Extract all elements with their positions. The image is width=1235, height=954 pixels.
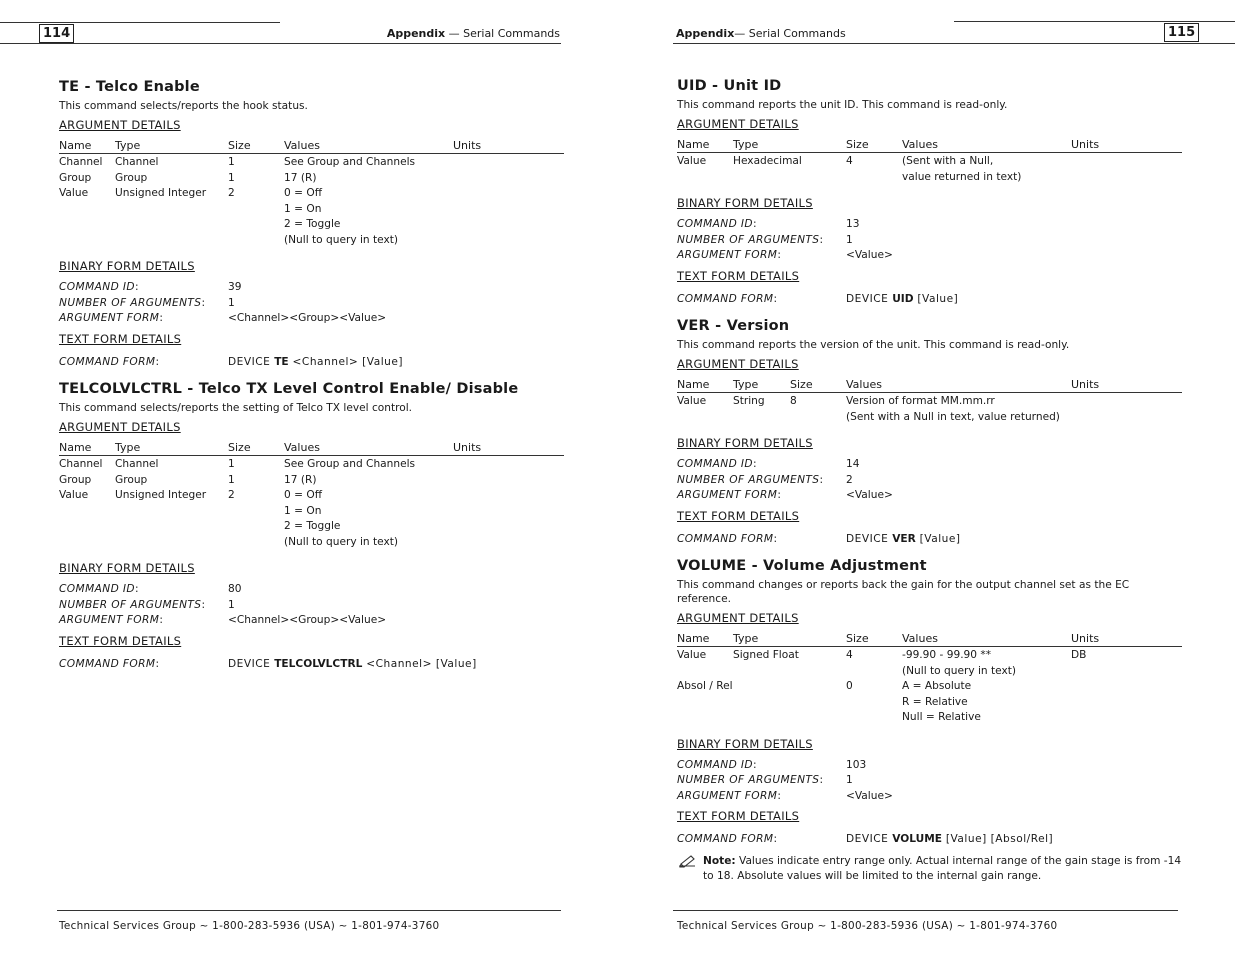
column-header: Units: [1071, 378, 1100, 391]
table-cell: Unsigned Integer: [115, 489, 207, 501]
binary-colon: :: [135, 281, 139, 293]
table-cell: Version of format MM.mm.rr: [846, 395, 995, 407]
footer-text: Technical Services Group ~ 1-800-283-5936 (USA) ~ 1-801-974-3760: [59, 920, 440, 932]
table-cell: 2 = Toggle: [284, 520, 341, 532]
command-form-label: COMMAND FORM: [677, 532, 774, 545]
binary-value: <Value>: [846, 789, 893, 802]
pencil-note-icon: [677, 854, 697, 873]
table-cell: 17 (R): [284, 473, 317, 486]
table-cell: 1: [228, 156, 235, 168]
table-cell: value returned in text): [902, 170, 1022, 183]
table-cell: (Sent with a Null in text, value returned): [846, 410, 1060, 423]
section-spacer: [59, 370, 564, 380]
table-cell: Channel: [115, 156, 159, 168]
table-row: [59, 504, 564, 520]
binary-detail: [677, 789, 1182, 805]
column-header: Size: [846, 138, 869, 151]
command-form: [59, 657, 564, 673]
table-row: [59, 473, 564, 489]
note-text: Values indicate entry range only. Actual internal range of the gain stage is from -14 to 18. Absolute values will be limited to the internal gain range.: [703, 854, 1182, 882]
column-header: Size: [790, 378, 813, 391]
column-header: Values: [284, 441, 320, 454]
table-cell: Absol / Rel: [677, 680, 733, 692]
binary-value: 80: [228, 583, 242, 595]
table-cell: 0 = Off: [284, 187, 322, 199]
binary-key-wrap: [59, 296, 205, 312]
table-row: [677, 695, 1182, 711]
binary-detail: [59, 296, 564, 312]
command-prefix: DEVICE: [228, 657, 271, 670]
table-row: [59, 457, 564, 473]
binary-colon: :: [753, 218, 757, 230]
command-form-colon: :: [773, 833, 778, 845]
binary-value: 1: [846, 774, 853, 786]
section-description: This command changes or reports back the gain for the output channel set as the EC reference.: [677, 579, 1130, 605]
binary-key: ARGUMENT FORM: [59, 614, 160, 626]
binary-value: 13: [846, 218, 860, 230]
binary-key: NUMBER OF ARGUMENTS: [59, 598, 202, 611]
binary-key: ARGUMENT FORM: [59, 312, 160, 324]
binary-detail: [59, 582, 564, 598]
text-form-heading: TEXT FORM DETAILS: [59, 633, 182, 648]
column-header: Type: [115, 441, 141, 454]
table-row: [677, 394, 1182, 410]
command-form-key: [677, 532, 777, 548]
header-section: Appendix: [676, 27, 735, 40]
binary-colon: :: [753, 458, 757, 470]
column-header: Units: [1071, 138, 1100, 151]
binary-colon: :: [201, 598, 206, 611]
command-form: [677, 292, 1182, 308]
page-number: 115: [1164, 23, 1199, 42]
column-header: Units: [453, 441, 482, 454]
binary-value: 1: [228, 296, 235, 309]
binary-key-wrap: [677, 217, 757, 233]
command-name: VER: [892, 532, 916, 545]
binary-colon: :: [159, 614, 164, 626]
column-header: Units: [1071, 632, 1100, 645]
command-form-value: [846, 292, 958, 308]
table-cell: See Group and Channels: [284, 458, 416, 470]
command-form: [59, 355, 564, 371]
table-cell: 0: [846, 680, 853, 692]
table-cell: Value: [677, 155, 707, 167]
table-cell: Channel: [115, 458, 159, 470]
binary-form-heading: BINARY FORM DETAILS: [677, 436, 813, 450]
left-page: [0, 0, 617, 954]
table-cell: Group: [59, 473, 92, 486]
column-header: Type: [733, 632, 759, 645]
section-spacer: [677, 307, 1182, 317]
section-description: This command selects/reports the setting of Telco TX level control.: [59, 402, 413, 414]
column-header: Type: [115, 139, 141, 152]
binary-value: <Value>: [846, 249, 893, 261]
binary-key-wrap: [677, 773, 823, 789]
argument-details-heading: ARGUMENT DETAILS: [677, 611, 799, 625]
binary-key: COMMAND ID: [59, 281, 135, 293]
header-title: Serial Commands: [748, 27, 846, 40]
spacer: [59, 550, 564, 556]
binary-key: ARGUMENT FORM: [677, 249, 778, 261]
table-cell: 1 = On: [284, 504, 322, 517]
note-label: Note:: [703, 854, 736, 867]
binary-detail: [677, 773, 1182, 789]
command-name: VOLUME: [892, 833, 942, 845]
table-cell: R = Relative: [902, 695, 968, 708]
column-header: Values: [902, 138, 938, 151]
spacer: [59, 248, 564, 254]
text-form-heading: TEXT FORM DETAILS: [677, 508, 800, 523]
binary-colon: :: [753, 758, 757, 771]
table-cell: Value: [59, 187, 89, 199]
table-row: [677, 648, 1182, 664]
command-section: [59, 370, 564, 672]
footer-rule: [673, 910, 1178, 911]
argument-details-heading: ARGUMENT DETAILS: [59, 420, 181, 434]
table-cell: 1: [228, 473, 235, 486]
binary-key-wrap: [677, 457, 757, 473]
table-cell: 2: [228, 187, 235, 199]
table-cell: 1: [228, 171, 235, 184]
header-rule-top: [0, 22, 280, 23]
table-cell: String: [733, 395, 765, 407]
table-cell: Hexadecimal: [733, 155, 802, 167]
header-separator: —: [734, 27, 749, 40]
note-block: [677, 854, 1182, 884]
command-section: [677, 77, 1182, 307]
text-form-heading: TEXT FORM DETAILS: [59, 331, 182, 346]
binary-key-wrap: [677, 758, 757, 774]
binary-colon: :: [819, 774, 824, 786]
argument-details-heading: ARGUMENT DETAILS: [59, 118, 181, 132]
binary-value: <Channel><Group><Value>: [228, 614, 387, 626]
binary-form-heading: BINARY FORM DETAILS: [677, 736, 813, 751]
header-section: Appendix: [386, 27, 446, 40]
running-header: [676, 27, 846, 41]
binary-key: COMMAND ID: [677, 458, 753, 470]
table-header: [59, 441, 564, 456]
header-title: Serial Commands: [463, 27, 560, 40]
binary-key: ARGUMENT FORM: [677, 789, 778, 802]
table-row: [59, 186, 564, 202]
command-form-colon: :: [773, 292, 778, 305]
binary-colon: :: [819, 233, 824, 246]
binary-colon: :: [135, 583, 139, 595]
table-row: [677, 170, 1182, 186]
table-cell: 4: [846, 155, 853, 167]
table-cell: Group: [115, 171, 148, 184]
table-cell: Channel: [59, 156, 103, 168]
binary-colon: :: [159, 312, 164, 324]
binary-key-wrap: [677, 233, 823, 249]
column-header: Name: [677, 378, 710, 391]
column-header: Type: [733, 138, 759, 151]
table-row: [677, 664, 1182, 680]
command-form-key: [677, 292, 777, 308]
table-cell: Signed Float: [733, 649, 799, 661]
command-form-value: [846, 832, 1053, 848]
binary-detail: [677, 233, 1182, 249]
table-cell: A = Absolute: [902, 680, 972, 692]
section-spacer: [677, 547, 1182, 557]
spacer: [677, 726, 1182, 732]
table-cell: Group: [59, 171, 92, 184]
table-cell: Channel: [59, 458, 103, 470]
binary-key-wrap: [677, 789, 781, 805]
table-row: [677, 410, 1182, 426]
command-prefix: DEVICE: [846, 833, 889, 845]
table-cell: (Null to query in text): [284, 233, 399, 246]
section-title: TE - Telco Enable: [59, 79, 200, 95]
table-header: [677, 378, 1182, 393]
binary-key: COMMAND ID: [677, 218, 753, 230]
table-cell: Null = Relative: [902, 711, 981, 723]
command-args: [Value]: [919, 532, 961, 545]
binary-key: NUMBER OF ARGUMENTS: [59, 296, 202, 309]
header-separator: —: [445, 27, 464, 40]
table-row: [59, 171, 564, 187]
section-description: This command reports the unit ID. This command is read-only.: [677, 99, 1008, 111]
command-form: [677, 532, 1182, 548]
command-form-label: COMMAND FORM: [677, 292, 774, 305]
spacer: [677, 185, 1182, 191]
table-cell: (Sent with a Null,: [902, 155, 994, 167]
table-cell: 1 = On: [284, 202, 322, 215]
binary-value: 14: [846, 458, 860, 470]
binary-colon: :: [201, 296, 206, 309]
command-form-label: COMMAND FORM: [677, 833, 774, 845]
binary-value: 39: [228, 281, 242, 293]
binary-key-wrap: [59, 582, 139, 598]
table-cell: Value: [59, 489, 89, 501]
binary-value: 1: [846, 233, 853, 246]
table-row: [59, 535, 564, 551]
column-header: Type: [733, 378, 759, 391]
binary-form-heading: BINARY FORM DETAILS: [677, 196, 813, 210]
command-name: UID: [892, 292, 914, 305]
column-header: Values: [846, 378, 882, 391]
table-header: [677, 138, 1182, 153]
command-form-key: [59, 355, 159, 371]
command-prefix: DEVICE: [846, 292, 889, 305]
command-form: [677, 832, 1182, 848]
binary-detail: [59, 613, 564, 629]
binary-colon: :: [777, 489, 782, 501]
binary-key-wrap: [59, 613, 163, 629]
table-cell: -99.90 - 99.90 **: [902, 649, 991, 661]
text-form-heading: TEXT FORM DETAILS: [677, 809, 800, 823]
command-args: [Value] [Absol/Rel]: [945, 833, 1054, 845]
column-header: Units: [453, 139, 482, 152]
table-cell: 4: [846, 649, 853, 661]
command-form-colon: :: [155, 657, 160, 670]
binary-detail: [677, 473, 1182, 489]
binary-key-wrap: [677, 248, 781, 264]
column-header: Size: [228, 441, 251, 454]
argument-details-heading: ARGUMENT DETAILS: [677, 117, 799, 131]
binary-key-wrap: [59, 598, 205, 614]
table-row: [677, 710, 1182, 726]
table-cell: See Group and Channels: [284, 156, 416, 168]
binary-key: ARGUMENT FORM: [677, 489, 778, 501]
table-cell: (Null to query in text): [902, 664, 1017, 677]
section-description: This command selects/reports the hook status.: [59, 100, 308, 112]
command-section: [59, 78, 564, 370]
binary-value: 2: [846, 473, 853, 486]
command-section: [677, 547, 1182, 884]
binary-colon: :: [777, 789, 782, 802]
footer-text: Technical Services Group ~ 1-800-283-5936 (USA) ~ 1-801-974-3760: [677, 920, 1058, 932]
table-row: [677, 154, 1182, 170]
table-header: [59, 139, 564, 154]
section-title: VER - Version: [677, 318, 790, 334]
section-title: UID - Unit ID: [677, 78, 782, 94]
command-form-colon: :: [773, 532, 778, 545]
table-row: [59, 202, 564, 218]
table-cell: 8: [790, 395, 797, 407]
table-row: [59, 217, 564, 233]
binary-detail: [59, 598, 564, 614]
binary-form-heading: BINARY FORM DETAILS: [59, 259, 195, 273]
command-args: <Channel> [Value]: [292, 355, 404, 368]
left-content: [59, 78, 564, 672]
table-cell: DB: [1071, 649, 1087, 661]
table-cell: Group: [115, 473, 148, 486]
table-cell: (Null to query in text): [284, 535, 399, 548]
argument-details-heading: ARGUMENT DETAILS: [677, 357, 799, 371]
binary-colon: :: [777, 249, 782, 261]
table-row: [59, 233, 564, 249]
header-rule-top: [954, 21, 1235, 22]
binary-detail: [59, 311, 564, 327]
table-cell: 2 = Toggle: [284, 218, 341, 230]
binary-key-wrap: [59, 280, 139, 296]
page-number: 114: [39, 24, 74, 43]
section-title: VOLUME - Volume Adjustment: [677, 558, 927, 574]
binary-key: NUMBER OF ARGUMENTS: [677, 774, 820, 786]
right-page: [617, 0, 1235, 954]
column-header: Name: [677, 632, 710, 645]
command-form-label: COMMAND FORM: [59, 657, 156, 670]
binary-form-heading: BINARY FORM DETAILS: [59, 561, 195, 575]
binary-key: COMMAND ID: [59, 583, 135, 595]
table-row: [677, 679, 1182, 695]
running-header: [387, 27, 560, 41]
binary-key-wrap: [59, 311, 163, 327]
command-prefix: DEVICE: [846, 532, 889, 545]
table-row: [59, 519, 564, 535]
command-form-colon: :: [155, 355, 160, 368]
table-cell: 1: [228, 458, 235, 470]
column-header: Size: [228, 139, 251, 152]
command-form-key: [59, 657, 159, 673]
binary-detail: [677, 758, 1182, 774]
table-header: [677, 632, 1182, 647]
command-args: [Value]: [917, 292, 959, 305]
binary-detail: [677, 457, 1182, 473]
command-form-value: [846, 532, 961, 548]
table-cell: 2: [228, 489, 235, 501]
command-name: TE: [274, 355, 289, 368]
command-form-value: [228, 657, 477, 673]
binary-detail: [677, 488, 1182, 504]
binary-detail: [677, 217, 1182, 233]
command-args: <Channel> [Value]: [366, 657, 477, 670]
command-prefix: DEVICE: [228, 355, 271, 368]
column-header: Name: [59, 441, 92, 454]
section-description: This command reports the version of the unit. This command is read-only.: [677, 339, 1070, 351]
command-section: [677, 307, 1182, 547]
command-form-label: COMMAND FORM: [59, 355, 156, 368]
binary-value: <Channel><Group><Value>: [228, 312, 387, 324]
binary-key-wrap: [677, 488, 781, 504]
table-cell: Value: [677, 649, 707, 661]
binary-key-wrap: [677, 473, 823, 489]
binary-detail: [677, 248, 1182, 264]
binary-key: NUMBER OF ARGUMENTS: [677, 233, 820, 246]
command-name: TELCOLVLCTRL: [274, 657, 363, 670]
binary-value: 1: [228, 598, 235, 611]
command-form-value: [228, 355, 403, 371]
binary-value: 103: [846, 758, 867, 771]
column-header: Size: [846, 632, 869, 645]
command-form-key: [677, 832, 777, 848]
right-content: [677, 77, 1182, 884]
table-cell: 17 (R): [284, 171, 317, 184]
table-row: [59, 155, 564, 171]
table-cell: 0 = Off: [284, 489, 322, 501]
section-title: TELCOLVLCTRL - Telco TX Level Control Enable/ Disable: [59, 381, 519, 397]
binary-key: COMMAND ID: [677, 758, 753, 771]
table-cell: Unsigned Integer: [115, 187, 207, 199]
table-cell: Value: [677, 395, 707, 407]
footer-rule: [57, 910, 561, 911]
spacer: [677, 425, 1182, 431]
column-header: Values: [902, 632, 938, 645]
binary-value: <Value>: [846, 489, 893, 501]
column-header: Name: [677, 138, 710, 151]
header-rule-bottom: [673, 43, 1235, 44]
column-header: Values: [284, 139, 320, 152]
binary-colon: :: [819, 473, 824, 486]
column-header: Name: [59, 139, 92, 152]
binary-detail: [59, 280, 564, 296]
text-form-heading: TEXT FORM DETAILS: [677, 268, 800, 283]
header-rule-bottom: [0, 43, 561, 44]
binary-key: NUMBER OF ARGUMENTS: [677, 473, 820, 486]
table-row: [59, 488, 564, 504]
